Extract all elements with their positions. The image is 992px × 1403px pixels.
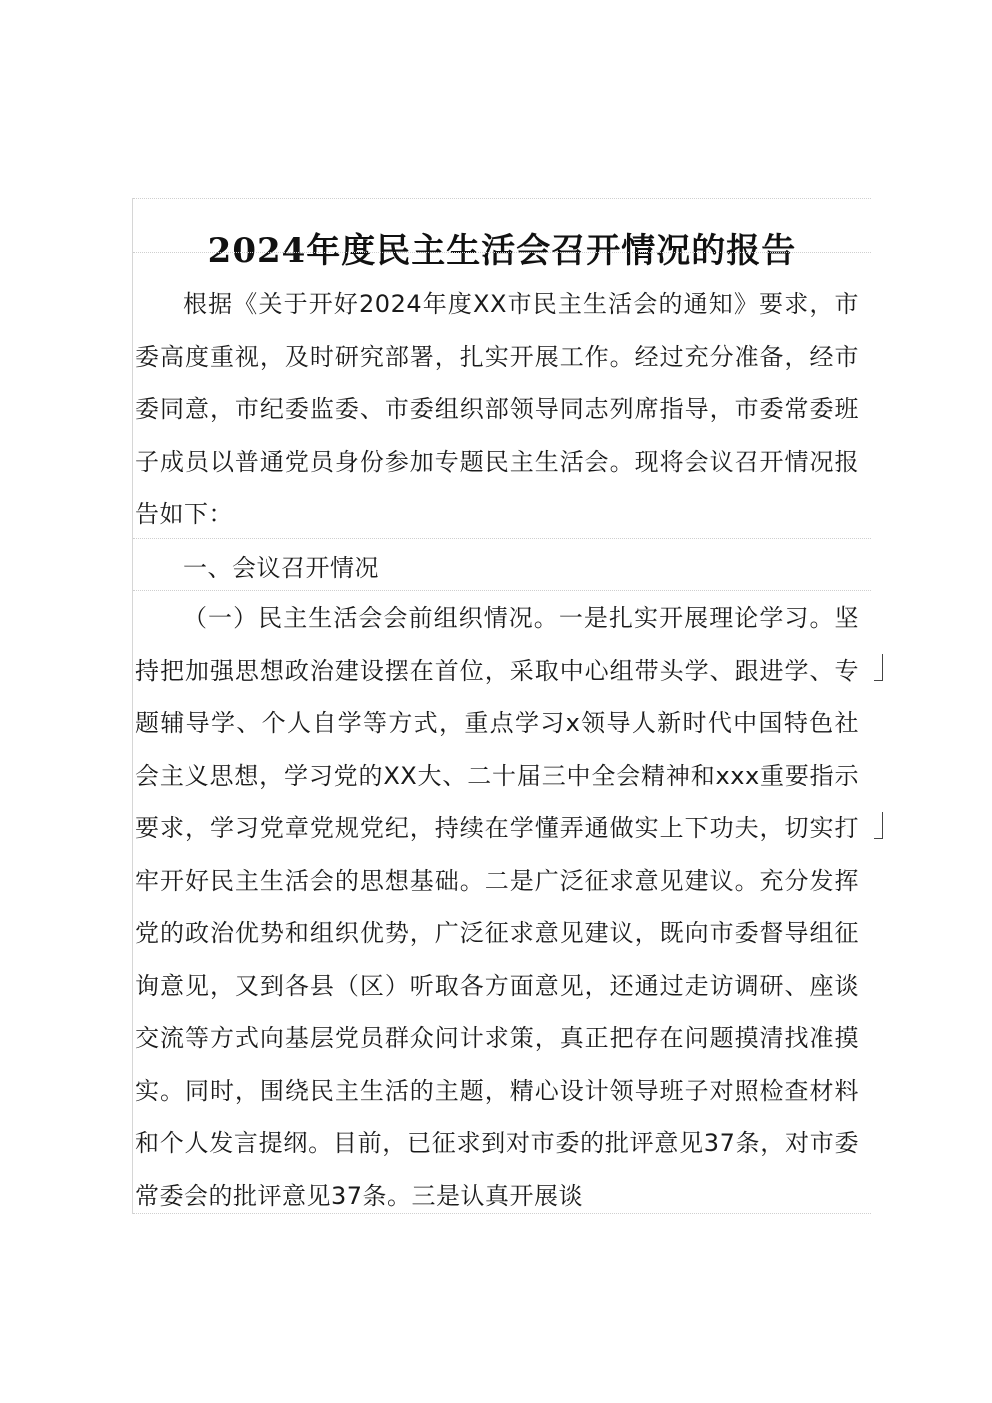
margin-mark [874,654,883,681]
intro-paragraph: 根据《关于开好2024年度XX市民主生活会的通知》要求，市委高度重视，及时研究部署，扎实开展工作。经过充分准备，经市委同意，市纪委监委、市委组织部领导同志列席指导，市委常委班子成员以普通党员身份参加专题民主生活会。现将会议召开情况报告如下： [135,290,859,528]
divider [133,252,871,253]
section-heading: 一、会议召开情况 [183,554,379,582]
section-paragraph: （一）民主生活会会前组织情况。一是扎实开展理论学习。坚持把加强思想政治建设摆在首位，采取中心组带头学、跟进学、专题辅导学、个人自学等方式，重点学习x领导人新时代中国特色社会主义思想，学习党的XX大、二十届三中全会精神和xxx重要指示要求，学习党章党规党纪，持续在学懂弄通做实上下功夫，切实打牢开好民主生活会的思想基础。二是广泛征求意见建议。充分发挥党的政治优势和组织优势，广泛征求意见建议，既向市委督导组征询意见，又到各县（区）听取各方面意见，还通过走访调研、座谈交流等方式向基层党员群众问计求策，真正把存在问题摸清找准摸实。同时，围绕民主生活的主题，精心设计领导班子对照检查材料和个人发言提纲。目前，已征求到对市委的批评意见37条，对市委常委会的批评意见37条。三是认真开展谈 [135,604,859,1210]
document-page [132,198,871,1214]
divider [133,198,871,199]
divider [133,1213,871,1214]
margin-mark [874,812,883,839]
document-title: 2024年度民主生活会召开情况的报告 [207,230,797,271]
divider [133,538,871,539]
divider [133,590,871,591]
